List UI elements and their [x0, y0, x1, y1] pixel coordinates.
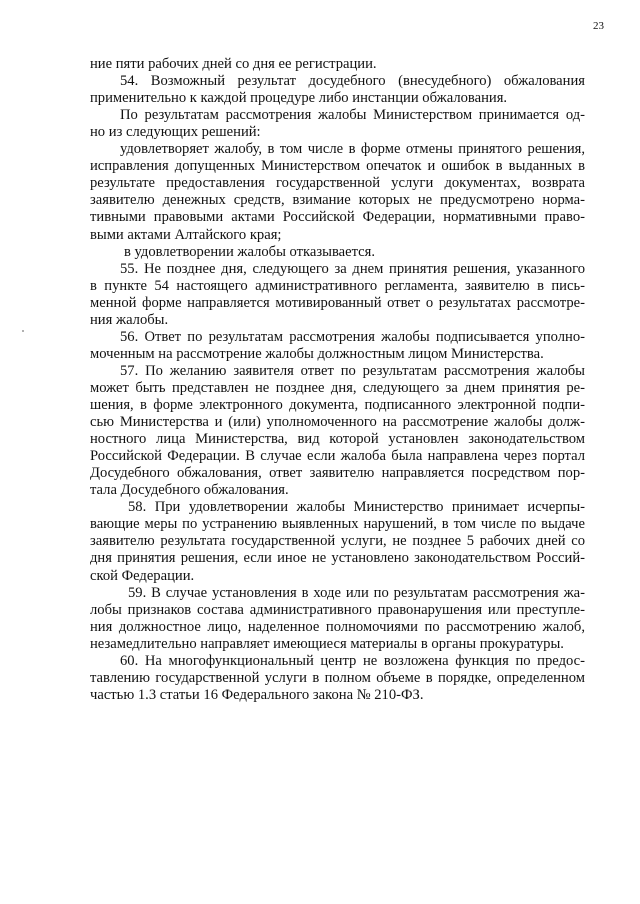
- text-line: в удовлетворении жалобы отказывается.: [124, 243, 376, 260]
- text-line: тивными правовыми актами Российской Федерации, нормативными право-: [90, 209, 585, 226]
- text-line: может быть представлен не позднее дня, следующего за днем принятия ре-: [90, 379, 585, 396]
- text-line: незамедлительно направляет имеющиеся материалы в органы прокуратуры.: [90, 635, 564, 652]
- text-line: 55. Не позднее дня, следующего за днем принятия решения, указанного: [120, 260, 585, 277]
- text-line: частью 1.3 статьи 16 Федерального закона № 210-ФЗ.: [90, 686, 424, 703]
- text-line: ской Федерации.: [90, 567, 195, 584]
- page-number: 23: [593, 20, 604, 32]
- text-line: ния жалобы.: [90, 311, 169, 328]
- text-line: применительно к каждой процедуре либо инстанции обжалования.: [90, 90, 508, 107]
- text-line: моченным на рассмотрение жалобы должностным лицом Министерства.: [90, 345, 544, 362]
- text-line: 58. При удовлетворении жалобы Министерство принимает исчерпы-: [128, 499, 585, 516]
- text-line: 56. Ответ по результатам рассмотрения жалобы подписывается уполно-: [120, 328, 585, 345]
- text-line: результате предоставления государственной услуги документах, возврата: [90, 175, 585, 192]
- text-line: 54. Возможный результат досудебного (внесудебного) обжалования: [120, 73, 585, 90]
- text-line: исправления допущенных Министерством опечаток и ошибок в выданных в: [90, 158, 585, 175]
- text-line: Российской Федерации. В случае если жалоба была направлена через портал: [90, 448, 585, 465]
- text-line: ния должностное лицо, наделенное полномочиями по рассмотрению жалоб,: [90, 618, 585, 635]
- text-line: 59. В случае установления в ходе или по результатам рассмотрения жа-: [128, 584, 585, 601]
- text-line: шения, в форме электронного документа, подписанного электронной подпи-: [90, 397, 585, 413]
- text-line: сью Министерства и (или) уполномоченного на рассмотрение жалобы долж-: [90, 414, 585, 431]
- text-line: но из следующих решений:: [90, 124, 261, 141]
- text-line: лобы признаков состава административного правонарушения или преступле-: [90, 601, 585, 618]
- text-line: удовлетворяет жалобу, в том числе в форме отмены принятого решения,: [120, 141, 585, 158]
- text-line: По результатам рассмотрения жалобы Министерством принимается од-: [120, 107, 585, 124]
- text-line: менной форме направляется мотивированный ответ о результатах рассмотре-: [90, 294, 585, 311]
- text-line: тала Досудебного обжалования.: [90, 482, 289, 499]
- text-line: ностного лица Министерства, вид которой установлен законодательством: [90, 431, 585, 448]
- scan-speck: [22, 330, 24, 332]
- text-line: дня принятия решения, если иное не установлено законодательством Россий-: [90, 550, 585, 567]
- text-line: в пункте 54 настоящего административного регламента, заявителю в пись-: [90, 277, 585, 294]
- text-line: вающие меры по устранению выявленных нарушений, в том числе по выдаче: [90, 516, 585, 533]
- text-line: тавлению государственной услуги в полном объеме в порядке, определенном: [90, 669, 585, 686]
- text-line: выми актами Алтайского края;: [90, 226, 282, 243]
- text-line: 60. На многофункциональный центр не возложена функция по предос-: [120, 652, 585, 669]
- text-line: заявителю результата государственной услуги, не позднее 5 рабочих дней со: [90, 533, 585, 550]
- text-line: заявителю денежных средств, взимание которых не предусмотрено норма-: [90, 192, 585, 209]
- text-line: 57. По желанию заявителя ответ по результатам рассмотрения жалобы: [120, 362, 585, 379]
- text-line: Досудебного обжалования, ответ заявителю направляется посредством пор-: [90, 465, 585, 482]
- text-line: ние пяти рабочих дней со дня ее регистрации.: [90, 56, 377, 72]
